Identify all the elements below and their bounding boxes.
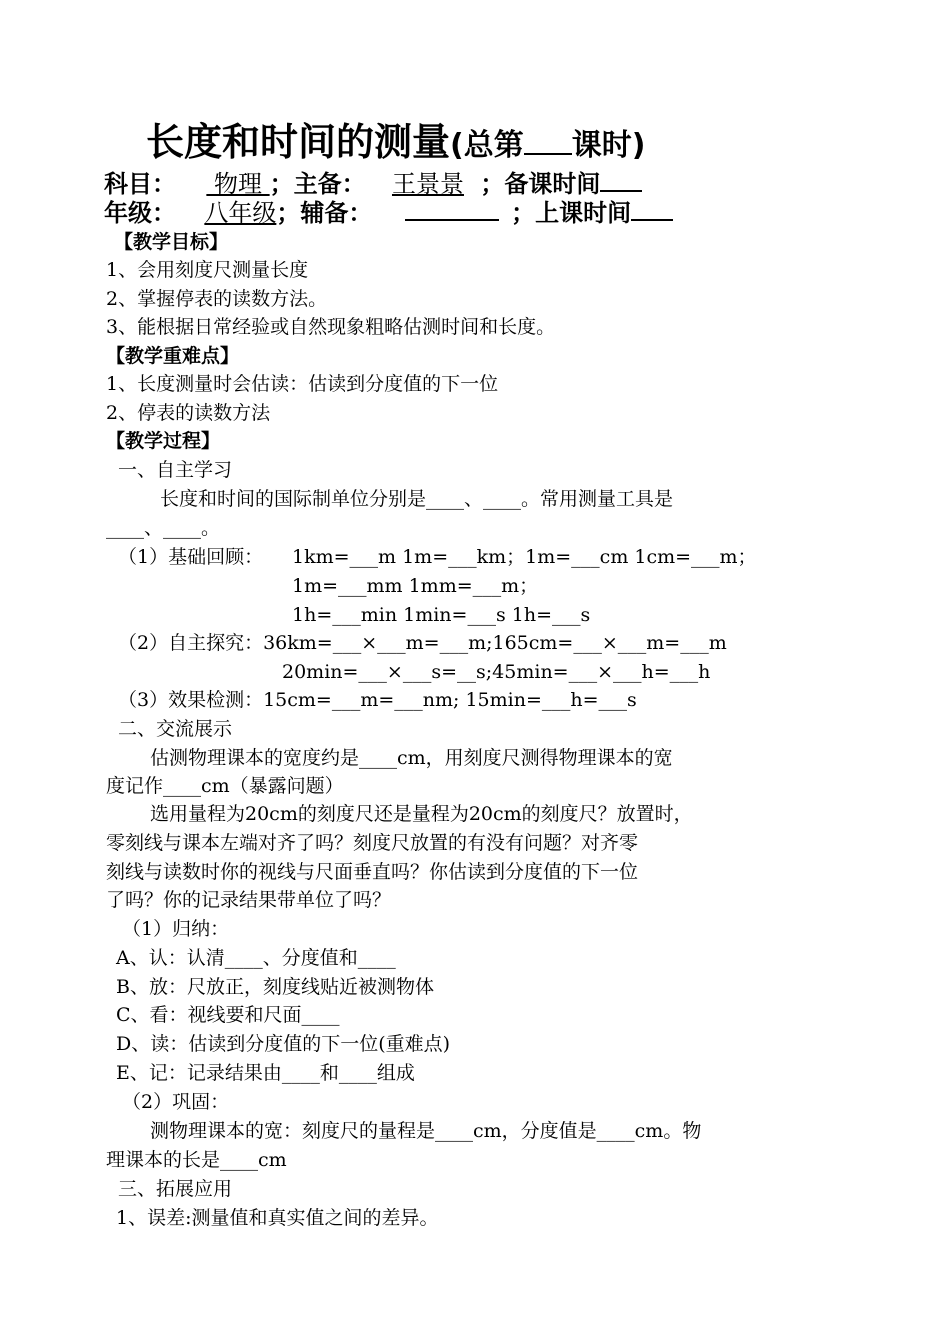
heading-key-points: 【教学重难点】 [106,345,240,367]
subject-value: 物理 [206,170,270,198]
title-blank [524,127,572,155]
exercise-1-row: 1h=___min 1min=___s 1h=___s [292,604,591,626]
paragraph-line: 了吗？你的记录结果带单位了吗？ [106,889,392,911]
consolidation-label: （2）巩固： [122,1091,230,1113]
page-title [146,118,645,170]
heading-process: 【教学过程】 [106,430,221,452]
title-main: 长度和时间的测量 [146,120,451,164]
paragraph-line: 测物理课本的宽：刻度尺的量程是____cm，分度值是____cm。物 [150,1120,702,1142]
summary-item: A、认：认清____、分度值和____ [116,947,396,969]
title-paren-open: (总第 [450,128,524,163]
objective-1: 1、会用刻度尺测量长度 [106,259,309,281]
assistant-label: ；辅备： [276,199,373,227]
summary-label: （1）归纳： [122,918,230,940]
section-1-heading: 一、自主学习 [118,459,233,481]
summary-item: E、记：记录结果由____和____组成 [116,1062,415,1084]
summary-item: D、读：估读到分度值的下一位(重难点) [116,1033,451,1055]
section-3-heading: 三、拓展应用 [118,1178,233,1200]
meta-row-2 [104,197,673,228]
grade-value: 八年级 [204,199,277,227]
summary-item: B、放：尺放正，刻度线贴近被测物体 [116,976,434,998]
subject-label: 科目： [104,170,176,198]
paragraph-line: ____、____。 [106,517,221,539]
exercise-1-label: （1）基础回顾： [118,546,264,568]
preparer-value: 王景景 [391,170,464,198]
objective-3: 3、能根据日常经验或自然现象粗略估测时间和长度。 [106,316,556,338]
paragraph-line: 选用量程为20cm的刻度尺还是量程为20cm的刻度尺？放置时， [150,803,693,825]
extension-item-1: 1、误差:测量值和真实值之间的差异。 [116,1207,439,1229]
class-time-blank [631,197,673,221]
paragraph-line: 度记作____cm（暴露问题） [106,775,344,797]
objective-2: 2、掌握停表的读数方法。 [106,288,328,310]
prep-time-blank [600,168,642,192]
paragraph-line: 理课本的长是____cm [106,1149,287,1171]
paragraph-line: 零刻线与课本左端对齐了吗？刻度尺放置的有没有问题？对齐零 [106,832,639,854]
prep-time-label: ；备课时间 [480,170,601,198]
paragraph-line: 估测物理课本的宽度约是____cm，用刻度尺测得物理课本的宽 [150,747,673,769]
preparer-label: ；主备： [269,170,366,198]
exercise-1-row: 1km=___m 1m=___km；1m=___cm 1cm=___m； [292,546,757,568]
assistant-blank [405,197,499,221]
exercise-1-row: 1m=___mm 1mm=___m； [292,575,539,597]
summary-item: C、看：视线要和尺面____ [116,1004,340,1026]
grade-label: 年级： [104,199,176,227]
key-point-1: 1、长度测量时会估读：估读到分度值的下一位 [106,373,499,395]
key-point-2: 2、停表的读数方法 [106,402,271,424]
exercise-3-row: （3）效果检测：15cm=___m=___nm; 15min=___h=___s [118,689,637,711]
exercise-2-row: （2）自主探究：36km=___×___m=___m;165cm=___×___m=___m [118,632,727,654]
section-2-heading: 二、交流展示 [118,718,233,740]
title-paren-close: 课时) [571,128,646,163]
paragraph-line: 刻线与读数时你的视线与尺面垂直吗？你估读到分度值的下一位 [106,861,639,883]
exercise-2-row: 20min=___×___s=__s;45min=___×___h=___h [282,661,711,683]
meta-row-1 [104,168,642,199]
paragraph-line: 长度和时间的国际制单位分别是____、____。常用测量工具是 [160,488,674,510]
class-time-label: ；上课时间 [511,199,632,227]
heading-objectives: 【教学目标】 [114,231,229,253]
